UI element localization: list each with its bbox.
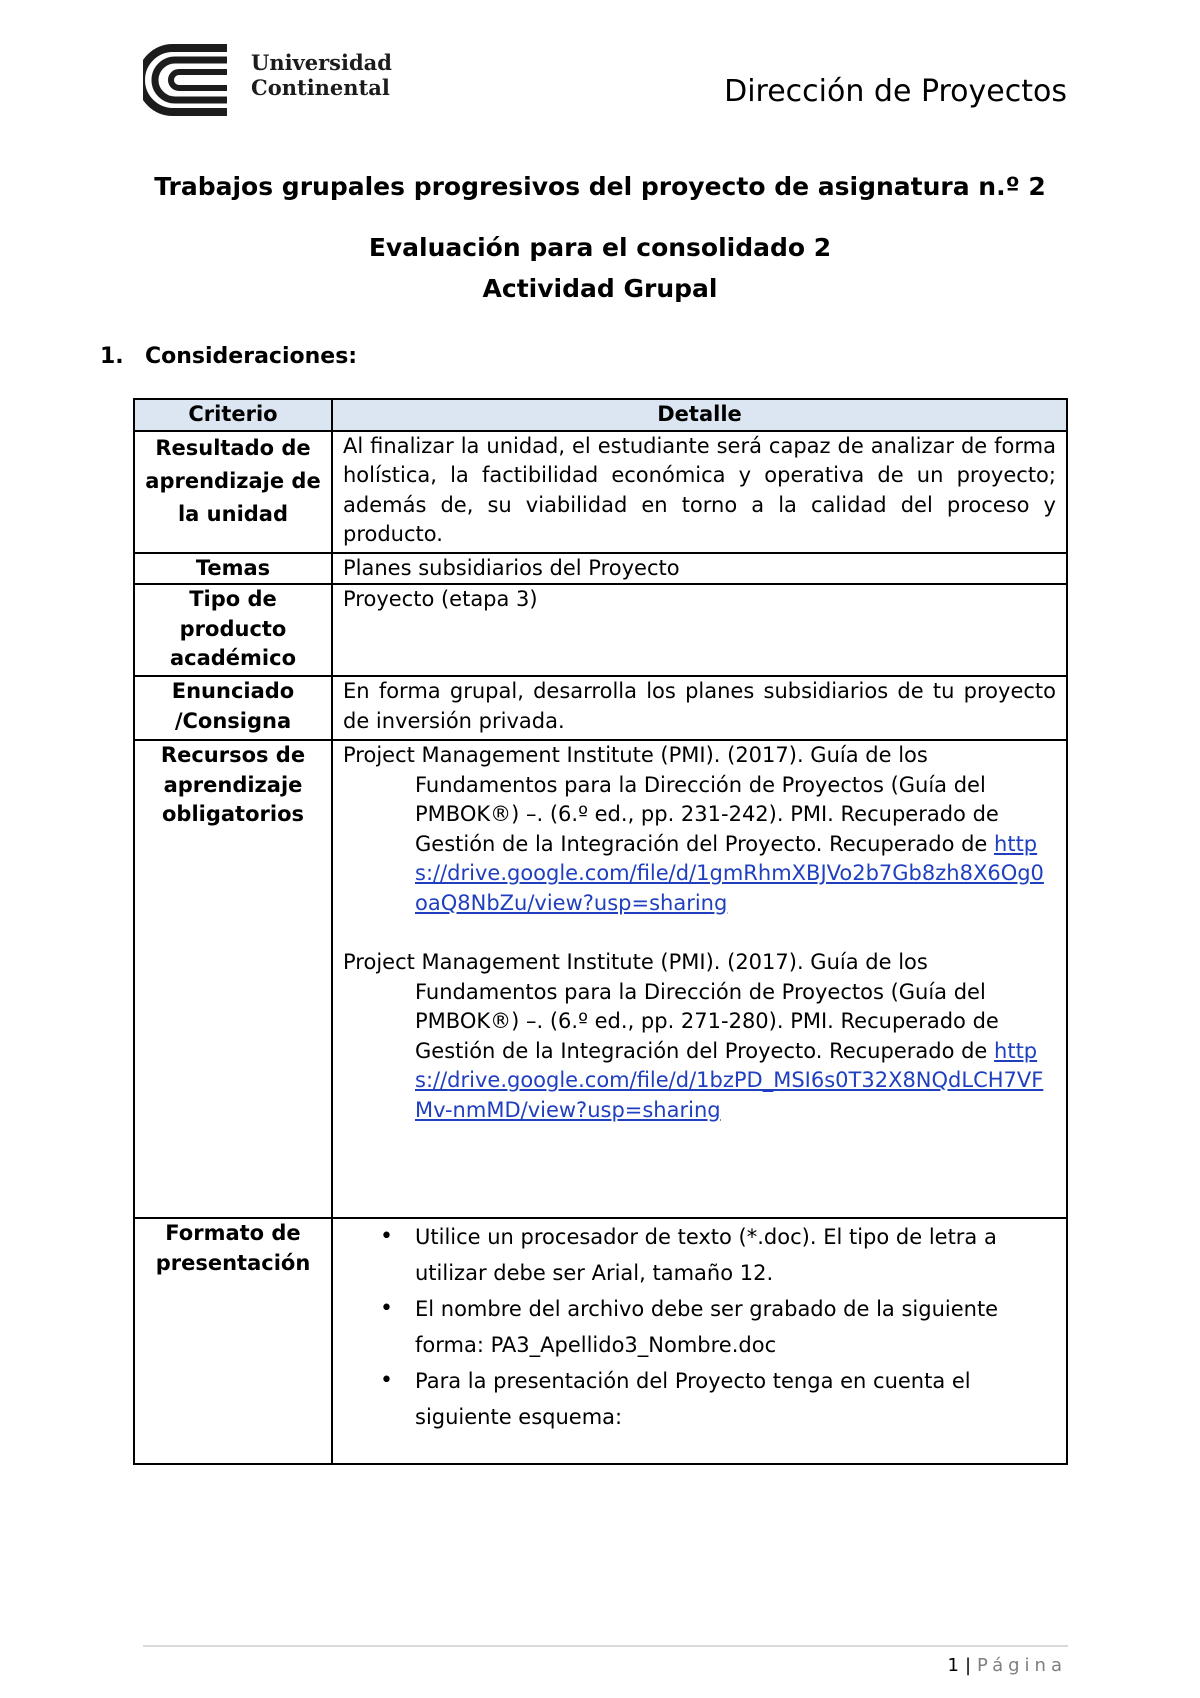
section-heading [100,344,357,369]
detail-formato [332,1218,1067,1464]
table-row [134,431,1067,553]
list-item: • El nombre del archivo debe ser grabado de la siguiente forma: PA3_Apellido3_Nombre.doc [415,1291,1056,1363]
reference-1 [343,741,1056,918]
reference-2-text: Project Management Institute (PMI). (2017). Guía de los Fundamentos para la Dirección de Proyectos (Guía del PMBOK®) –. (6.º ed., pp. 271-280). PMI. Recuperado de Gestión de la Integración del Proyecto. Recuperado de [343,950,999,1063]
list-item: • Utilice un procesador de texto (*.doc). El tipo de letra a utilizar debe ser Arial, tamaño 12. [415,1219,1056,1291]
page-footer [948,1655,1067,1676]
table-row [134,553,1067,585]
page-label: Página [977,1655,1067,1676]
label-enunciado: Enunciado /Consigna [134,676,332,740]
section-title: Consideraciones: [145,344,358,369]
format-bullet-list [343,1219,1056,1435]
footer-separator: | [964,1655,972,1676]
document-title: Trabajos grupales progresivos del proyecto de asignatura n.º 2 [154,172,1046,201]
table-row [134,676,1067,740]
logo-line-2: Continental [251,75,390,100]
criteria-table [133,398,1068,1465]
label-recursos: Recursos de aprendizaje obligatorios [134,740,332,1218]
university-logo-icon [143,44,243,116]
university-logo [143,44,403,116]
section-number: 1. [100,344,124,369]
document-subtitle: Evaluación para el consolidado 2 [368,233,832,262]
label-resultado: Resultado de aprendizaje de la unidad [134,431,332,553]
detail-recursos [332,740,1067,1218]
document-activity: Actividad Grupal [482,274,718,303]
table-row [134,1218,1067,1464]
list-item: • Para la presentación del Proyecto tenga en cuenta el siguiente esquema: [415,1363,1056,1435]
logo-line-1: Universidad [251,50,392,75]
detail-tipo: Proyecto (etapa 3) [332,584,1067,676]
course-title: Dirección de Proyectos [724,74,1067,109]
header-detalle: Detalle [332,399,1067,431]
reference-2-link[interactable]: https://drive.google.com/file/d/1bzPD_MSI6s0T32X8NQdLCH7VFMv-nmMD/view?usp=sharing [415,1038,1044,1122]
table-header-row [134,399,1067,431]
reference-1-text: Project Management Institute (PMI). (2017). Guía de los Fundamentos para la Dirección de Proyectos (Guía del PMBOK®) –. (6.º ed., pp. 231-242). PMI. Recuperado de Gestión de la Integración del Proyecto. Recuperado de [343,743,999,856]
table-row [134,740,1067,1218]
detail-resultado: Al finalizar la unidad, el estudiante será capaz de analizar de forma holística, la factibilidad económica y operativa de un proyecto; además de, su viabilidad en torno a la calidad del proceso y producto. [332,431,1067,553]
detail-enunciado: En forma grupal, desarrolla los planes subsidiarios de tu proyecto de inversión privada. [332,676,1067,740]
page-number: 1 [947,1655,959,1676]
footer-divider [143,1645,1068,1647]
reference-1-link[interactable]: https://drive.google.com/file/d/1gmRhmXBJVo2b7Gb8zh8X6Og0oaQ8NbZu/view?usp=sharing [415,831,1044,915]
detail-temas: Planes subsidiarios del Proyecto [332,553,1067,585]
reference-2 [343,948,1056,1125]
header-criterio: Criterio [134,399,332,431]
label-formato: Formato de presentación [134,1218,332,1464]
table-row [134,584,1067,676]
label-tipo: Tipo de producto académico [134,584,332,676]
label-temas: Temas [134,553,332,585]
